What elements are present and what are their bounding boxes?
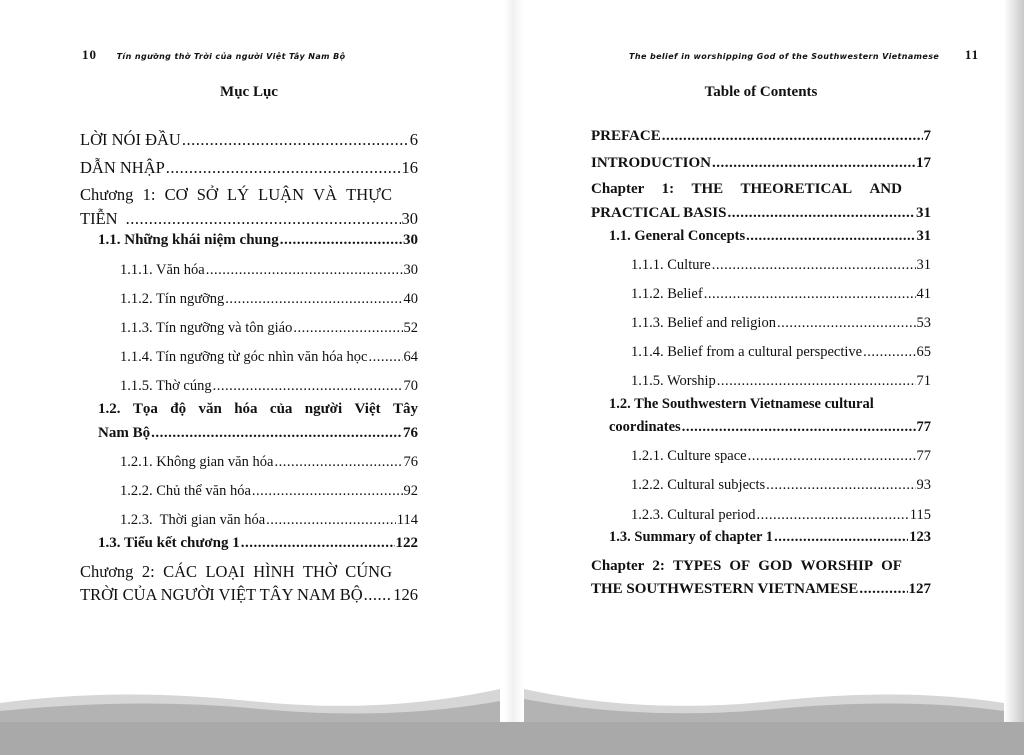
- toc-entry[interactable]: [631, 315, 931, 332]
- toc-entry-label: 1.1.5. Thờ cúng: [120, 378, 212, 394]
- toc-entry-label: 1.1.3. Tín ngưỡng và tôn giáo: [120, 320, 293, 336]
- toc-entry-line1[interactable]: [98, 401, 418, 418]
- toc-entry-line1[interactable]: [80, 562, 392, 582]
- dot-leader: [241, 535, 395, 552]
- toc-word: Chapter: [591, 181, 645, 197]
- left-header-title: Tín ngưỡng thờ Trời của người Việt Tây Nam Bộ: [116, 52, 346, 61]
- toc-entry[interactable]: [80, 209, 418, 229]
- dot-leader: [704, 286, 916, 303]
- toc-entry-label: 1.1.4. Belief from a cultural perspective: [631, 344, 863, 360]
- toc-word: của: [269, 401, 293, 417]
- dot-leader: [274, 454, 402, 471]
- toc-entry[interactable]: [631, 257, 931, 274]
- toc-word: LUẬN: [258, 185, 304, 204]
- right-running-header: [629, 44, 979, 63]
- toc-entry[interactable]: [98, 535, 418, 552]
- toc-entry[interactable]: [591, 205, 931, 222]
- toc-entry-label: 1.2.2. Chủ thể văn hóa: [120, 483, 251, 499]
- toc-entry[interactable]: [120, 349, 418, 366]
- dot-leader: [712, 155, 915, 172]
- toc-entry-page: 64: [403, 349, 418, 365]
- toc-entry[interactable]: [631, 344, 931, 361]
- toc-entry[interactable]: [120, 454, 418, 471]
- toc-entry-label: 1.1.4. Tín ngưỡng từ góc nhìn văn hóa học: [120, 349, 368, 365]
- toc-entry-label: 1.2.3. Cultural period: [631, 507, 756, 523]
- toc-entry-page: 77: [916, 448, 931, 464]
- toc-entry-label: LỜI NÓI ĐẦU: [80, 130, 181, 149]
- dot-leader: [859, 581, 907, 598]
- toc-entry-label: 1.2.1. Không gian văn hóa: [120, 454, 274, 470]
- toc-entry-label: 1.1. Những khái niệm chung: [98, 232, 279, 248]
- toc-entry-label: 1.1.1. Culture: [631, 257, 711, 273]
- toc-word: Chương: [80, 562, 134, 581]
- toc-word: CƠ: [164, 185, 188, 204]
- toc-entry[interactable]: [631, 286, 931, 303]
- toc-entry-label: 1.1.5. Worship: [631, 373, 716, 389]
- right-page: [523, 0, 1004, 720]
- toc-word: hóa: [234, 401, 258, 417]
- toc-entry-page: 31: [916, 257, 931, 273]
- toc-word: độ: [170, 401, 187, 417]
- toc-entry[interactable]: [631, 507, 931, 524]
- toc-entry-label: 1.2.2. Cultural subjects: [631, 477, 766, 493]
- toc-word: THEORETICAL: [740, 181, 853, 197]
- dot-leader: [662, 128, 923, 145]
- right-toc-title: Table of Contents: [704, 84, 818, 100]
- toc-entry-page: 41: [916, 286, 931, 302]
- dot-leader: [863, 344, 915, 361]
- dot-leader: [774, 529, 908, 546]
- toc-entry-label: 1.1.2. Belief: [631, 286, 703, 302]
- toc-entry-page: 40: [403, 291, 418, 307]
- toc-entry-page: 30: [401, 209, 418, 228]
- toc-entry[interactable]: [609, 529, 931, 546]
- toc-word: Chapter: [591, 558, 645, 574]
- toc-word: WORSHIP: [800, 558, 874, 574]
- toc-word: 1:: [661, 181, 675, 197]
- toc-entry[interactable]: [98, 425, 418, 442]
- toc-entry-page: 7: [923, 128, 931, 144]
- dot-leader: [166, 158, 401, 178]
- dot-leader: [766, 477, 915, 494]
- page-edge-shadow: [1004, 0, 1024, 722]
- toc-entry-page: 77: [916, 419, 931, 435]
- toc-word: HÌNH: [253, 562, 295, 581]
- toc-entry-page: 114: [396, 512, 418, 528]
- dot-leader: [266, 512, 396, 529]
- toc-entry[interactable]: [591, 155, 931, 172]
- dot-leader: [213, 378, 403, 395]
- toc-entry[interactable]: [120, 483, 418, 500]
- toc-entry[interactable]: [631, 477, 931, 494]
- toc-entry[interactable]: [631, 448, 931, 465]
- left-page-number: 10: [82, 47, 97, 62]
- toc-entry-label: 1.3. Tiểu kết chương 1: [98, 535, 240, 551]
- right-page-number: 11: [964, 47, 980, 62]
- toc-word: 1:: [142, 185, 156, 204]
- toc-word: THỰC: [346, 185, 392, 204]
- toc-entry[interactable]: [80, 585, 418, 605]
- toc-entry-label: TRỜI CỦA NGƯỜI VIỆT TÂY NAM BỘ: [80, 585, 363, 604]
- toc-entry-label: coordinates: [609, 419, 681, 435]
- toc-entry-page: 115: [909, 507, 931, 523]
- toc-word: TYPES: [672, 558, 722, 574]
- right-header-title: The belief in worshipping God of the Southwestern Vietnamese: [629, 52, 940, 61]
- toc-entry-label: THE SOUTHWESTERN VIETNAMESE: [591, 581, 859, 597]
- toc-entry-label: PRACTICAL BASIS: [591, 205, 727, 221]
- toc-entry-label: 1.2.1. Culture space: [631, 448, 747, 464]
- toc-entry[interactable]: [631, 373, 931, 390]
- toc-entry-page: 17: [916, 155, 931, 171]
- toc-entry[interactable]: [591, 581, 931, 598]
- toc-word: văn: [198, 401, 222, 417]
- dot-leader: [252, 483, 403, 500]
- dot-leader: [364, 585, 393, 605]
- toc-entry[interactable]: [120, 512, 418, 529]
- dot-leader: [746, 228, 915, 245]
- toc-entry-page: 92: [403, 483, 418, 499]
- toc-entry-page: 76: [403, 425, 418, 441]
- toc-word: CÚNG: [345, 562, 392, 581]
- toc-word: GOD: [758, 558, 793, 574]
- toc-entry-page: 93: [916, 477, 931, 493]
- toc-entry-page: 70: [403, 378, 418, 394]
- toc-entry-line1[interactable]: [609, 396, 931, 413]
- toc-word: OF: [729, 558, 751, 574]
- toc-entry-label: 1.2. The Southwestern Vietnamese cultural: [609, 396, 874, 412]
- dot-leader: [151, 425, 402, 442]
- toc-entry-label: PREFACE: [591, 128, 661, 144]
- dot-leader: [777, 315, 916, 332]
- toc-entry-label: Nam Bộ: [98, 425, 151, 441]
- dot-leader: [182, 130, 409, 150]
- dot-leader: [368, 349, 402, 366]
- toc-word: LÝ: [226, 185, 249, 204]
- toc-word: OF: [881, 558, 902, 574]
- toc-entry-page: 6: [409, 130, 418, 149]
- toc-word: SỞ: [196, 185, 218, 204]
- toc-entry-line1[interactable]: [80, 185, 392, 205]
- toc-word: AND: [869, 181, 902, 197]
- toc-word: Tây: [392, 401, 418, 417]
- toc-entry-page: 16: [401, 158, 418, 177]
- toc-entry-label: INTRODUCTION: [591, 155, 712, 171]
- left-page: [0, 0, 505, 720]
- toc-entry-label: 1.1.2. Tín ngưỡng: [120, 291, 225, 307]
- toc-entry-line1[interactable]: [591, 558, 902, 575]
- toc-entry-label: 1.3. Summary of chapter 1: [609, 529, 774, 545]
- toc-entry-page: 126: [393, 585, 418, 604]
- toc-entry[interactable]: [120, 378, 418, 395]
- toc-entry-page: 53: [916, 315, 931, 331]
- dot-leader: [748, 448, 916, 465]
- toc-entry-page: 30: [403, 262, 418, 278]
- page-gutter: [505, 0, 523, 722]
- left-running-header: [82, 44, 345, 63]
- toc-entry-page: 76: [403, 454, 418, 470]
- toc-entry[interactable]: [120, 262, 418, 279]
- toc-entry-page: 127: [908, 581, 931, 597]
- toc-word: 1.2.: [98, 401, 121, 417]
- toc-word: CÁC: [163, 562, 198, 581]
- dot-leader: [280, 232, 402, 249]
- toc-entry-label: 1.1.1. Văn hóa: [120, 262, 205, 278]
- dot-leader: [727, 205, 915, 222]
- toc-word: THỜ: [302, 562, 337, 581]
- toc-entry[interactable]: [80, 130, 418, 150]
- toc-entry-page: 31: [916, 228, 931, 244]
- toc-entry[interactable]: [120, 320, 418, 337]
- toc-word: Tọa: [132, 401, 158, 417]
- toc-entry-page: 65: [916, 344, 931, 360]
- toc-entry[interactable]: [120, 291, 418, 308]
- toc-entry-page: 123: [909, 529, 931, 545]
- toc-entry-label: 1.1. General Concepts: [609, 228, 746, 244]
- toc-entry-label: 1.2.3. Thời gian văn hóa: [120, 512, 266, 528]
- toc-word: Chương: [80, 185, 134, 204]
- dot-leader: [206, 262, 403, 279]
- left-toc-title: Mục Lục: [220, 84, 278, 100]
- toc-word: THE: [691, 181, 724, 197]
- toc-entry-page: 30: [403, 232, 418, 248]
- bottom-background-band: [0, 722, 1024, 755]
- toc-entry-label: DẪN NHẬP: [80, 158, 165, 177]
- toc-entry-line1[interactable]: [591, 181, 902, 198]
- toc-entry[interactable]: [591, 128, 931, 145]
- toc-entry-page: 122: [395, 535, 418, 551]
- toc-word: 2:: [141, 562, 155, 581]
- dot-leader: [293, 320, 402, 337]
- dot-leader: [756, 507, 908, 524]
- toc-entry-page: 31: [916, 205, 931, 221]
- toc-word: người: [304, 401, 343, 417]
- dot-leader: [712, 257, 916, 274]
- toc-entry-label: 1.1.3. Belief and religion: [631, 315, 776, 331]
- toc-entry-page: 71: [916, 373, 931, 389]
- toc-word: LOẠI: [205, 562, 245, 581]
- toc-entry-label: TIỄN: [80, 209, 118, 228]
- dot-leader: [682, 419, 916, 436]
- toc-entry[interactable]: [80, 158, 418, 178]
- dot-leader: [126, 209, 401, 229]
- toc-entry[interactable]: [609, 419, 931, 436]
- toc-word: VÀ: [313, 185, 337, 204]
- toc-entry[interactable]: [98, 232, 418, 249]
- toc-word: 2:: [652, 558, 665, 574]
- toc-entry-page: 52: [403, 320, 418, 336]
- dot-leader: [225, 291, 402, 308]
- toc-entry[interactable]: [609, 228, 931, 245]
- dot-leader: [717, 373, 916, 390]
- toc-word: Việt: [354, 401, 381, 417]
